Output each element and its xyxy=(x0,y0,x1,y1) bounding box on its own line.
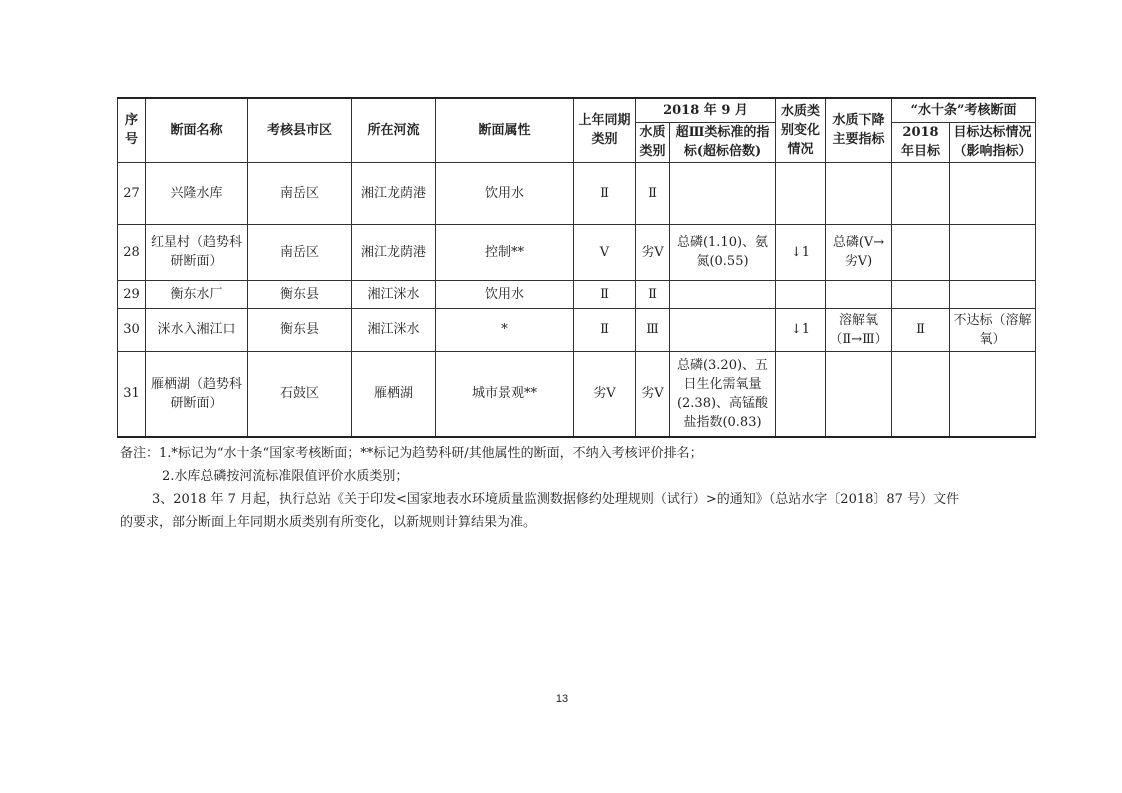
cell-last-year: 劣Ⅴ xyxy=(574,351,636,437)
header-month-group: 2018 年 9 月 xyxy=(636,98,776,122)
table-row xyxy=(118,351,1036,437)
table-row xyxy=(118,162,1036,224)
cell-exceed xyxy=(670,308,776,351)
header-attribute: 断面属性 xyxy=(436,98,574,162)
cell-status xyxy=(950,351,1036,437)
cell-attribute: 控制** xyxy=(436,224,574,280)
cell-target xyxy=(892,162,950,224)
cell-county: 衡东县 xyxy=(248,308,352,351)
cell-exceed: 总磷(3.20)、五日生化需氧量(2.38)、高锰酸盐指数(0.83) xyxy=(670,351,776,437)
cell-decline: 溶解氧（Ⅱ→Ⅲ） xyxy=(826,308,892,351)
cell-exceed xyxy=(670,162,776,224)
cell-decline xyxy=(826,351,892,437)
cell-seq: 28 xyxy=(118,224,146,280)
cell-river: 湘江龙荫港 xyxy=(352,162,436,224)
header-target-2018: 2018 年目标 xyxy=(892,122,950,162)
cell-change xyxy=(776,351,826,437)
cell-water-class: 劣Ⅴ xyxy=(636,224,670,280)
header-target-status: 目标达标情况（影响指标） xyxy=(950,122,1036,162)
cell-target xyxy=(892,280,950,308)
note-3: 3、2018 年 7 月起，执行总站《关于印发<国家地表水环境质量监测数据修约处理规则（试行）>的通知》（总站水字〔2018〕87 号）文件 xyxy=(152,492,960,507)
cell-river: 雁栖湖 xyxy=(352,351,436,437)
cell-last-year: Ⅱ xyxy=(574,308,636,351)
header-ten-group: “水十条”考核断面 xyxy=(892,98,1036,122)
cell-name: 红星村（趋势科研断面） xyxy=(146,224,248,280)
cell-change: ↓1 xyxy=(776,308,826,351)
cell-county: 石鼓区 xyxy=(248,351,352,437)
cell-county: 南岳区 xyxy=(248,224,352,280)
cell-target xyxy=(892,351,950,437)
cell-last-year: Ⅱ xyxy=(574,280,636,308)
cell-change xyxy=(776,162,826,224)
water-quality-table xyxy=(117,97,1036,438)
header-river: 所在河流 xyxy=(352,98,436,162)
cell-attribute: 城市景观** xyxy=(436,351,574,437)
header-seq: 序号 xyxy=(118,98,146,162)
cell-decline: 总磷(Ⅴ→劣Ⅴ) xyxy=(826,224,892,280)
cell-county: 南岳区 xyxy=(248,162,352,224)
cell-attribute: 饮用水 xyxy=(436,162,574,224)
cell-river: 湘江龙荫港 xyxy=(352,224,436,280)
page-number: 13 xyxy=(555,693,569,705)
header-section-name: 断面名称 xyxy=(146,98,248,162)
note-4: 的要求，部分断面上年同期水质类别有所变化，以新规则计算结果为准。 xyxy=(120,515,537,530)
cell-seq: 27 xyxy=(118,162,146,224)
cell-decline xyxy=(826,162,892,224)
table-header xyxy=(118,98,1036,162)
cell-seq: 29 xyxy=(118,280,146,308)
header-water-class: 水质类别 xyxy=(636,122,670,162)
note-2: 2.水库总磷按河流标准限值评价水质类别； xyxy=(162,469,409,484)
header-class-change: 水质类别变化情况 xyxy=(776,98,826,162)
cell-river: 湘江洣水 xyxy=(352,280,436,308)
table-row xyxy=(118,224,1036,280)
cell-status: 不达标（溶解氧） xyxy=(950,308,1036,351)
cell-attribute: 饮用水 xyxy=(436,280,574,308)
cell-attribute: * xyxy=(436,308,574,351)
cell-exceed xyxy=(670,280,776,308)
cell-river: 湘江洣水 xyxy=(352,308,436,351)
notes xyxy=(120,442,1020,534)
cell-name: 兴隆水库 xyxy=(146,162,248,224)
cell-decline xyxy=(826,280,892,308)
note-1: 备注：1.*标记为“水十条“国家考核断面；**标记为趋势科研/其他属性的断面，不纳入考核评价排名； xyxy=(120,446,703,461)
cell-change: ↓1 xyxy=(776,224,826,280)
cell-status xyxy=(950,280,1036,308)
header-last-year: 上年同期类别 xyxy=(574,98,636,162)
table-row xyxy=(118,280,1036,308)
table-row xyxy=(118,308,1036,351)
header-county: 考核县市区 xyxy=(248,98,352,162)
cell-target: Ⅱ xyxy=(892,308,950,351)
cell-exceed: 总磷(1.10)、氨氮(0.55) xyxy=(670,224,776,280)
cell-name: 衡东水厂 xyxy=(146,280,248,308)
cell-water-class: Ⅱ xyxy=(636,280,670,308)
cell-status xyxy=(950,162,1036,224)
cell-target xyxy=(892,224,950,280)
header-exceed: 超Ⅲ类标准的指标(超标倍数) xyxy=(670,122,776,162)
cell-seq: 31 xyxy=(118,351,146,437)
cell-water-class: 劣Ⅴ xyxy=(636,351,670,437)
cell-last-year: Ⅱ xyxy=(574,162,636,224)
cell-last-year: Ⅴ xyxy=(574,224,636,280)
cell-status xyxy=(950,224,1036,280)
cell-county: 衡东县 xyxy=(248,280,352,308)
cell-water-class: Ⅱ xyxy=(636,162,670,224)
cell-water-class: Ⅲ xyxy=(636,308,670,351)
cell-seq: 30 xyxy=(118,308,146,351)
cell-name: 洣水入湘江口 xyxy=(146,308,248,351)
cell-name: 雁栖湖（趋势科研断面） xyxy=(146,351,248,437)
cell-change xyxy=(776,280,826,308)
header-decline: 水质下降主要指标 xyxy=(826,98,892,162)
